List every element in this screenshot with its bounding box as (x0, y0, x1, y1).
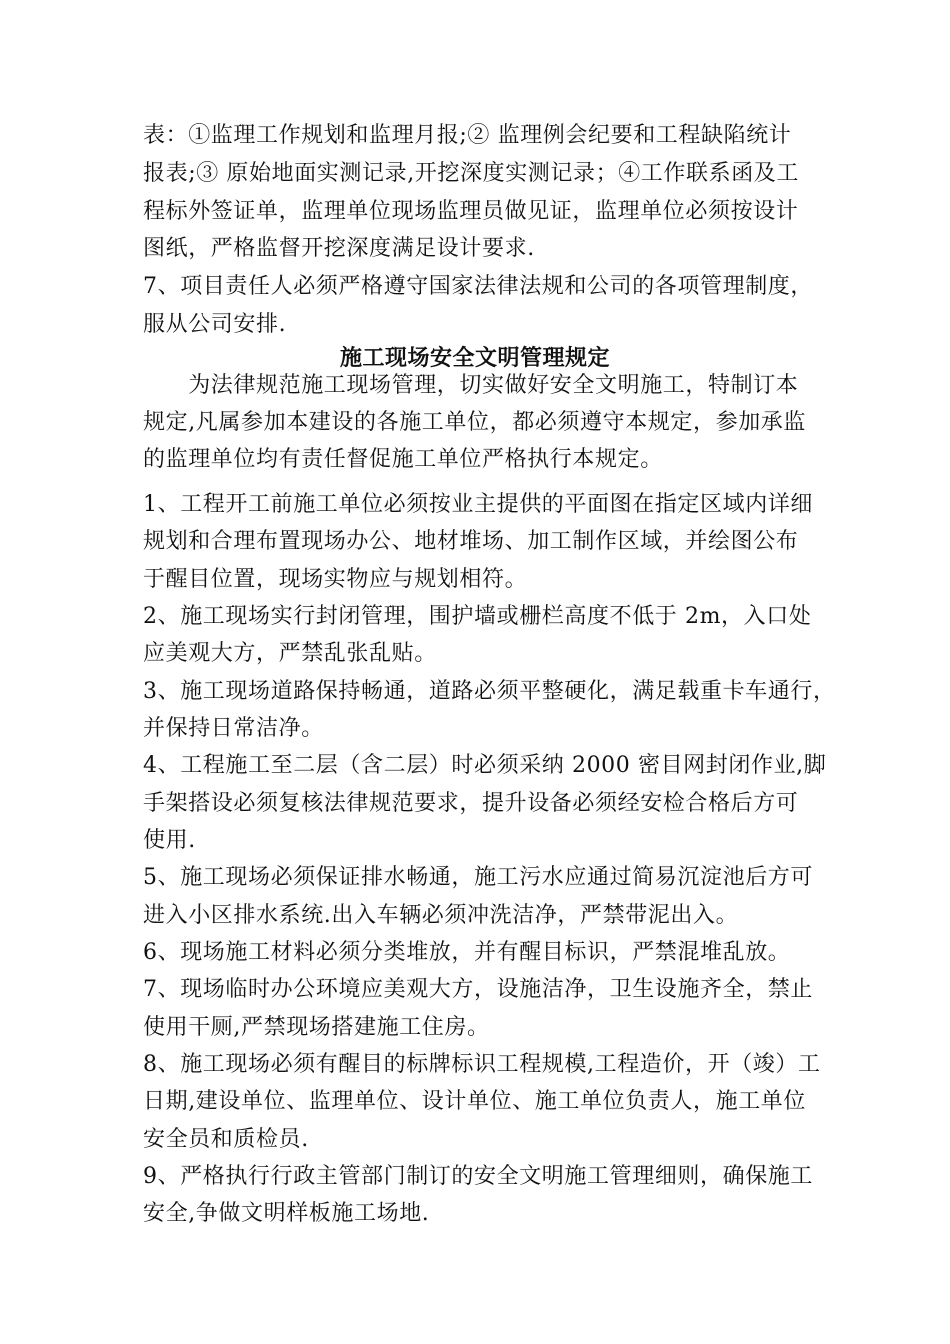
rule-line: 日期,建设单位、监理单位、设计单位、施工单位负责人，施工单位 (143, 1089, 806, 1114)
text-line: 表：①监理工作规划和监理月报;② 监理例会纪要和工程缺陷统计 (143, 123, 792, 148)
rule-line: 6、现场施工材料必须分类堆放，并有醒目标识，严禁混堆乱放。 (143, 940, 791, 965)
text-line: 7、项目责任人必须严格遵守国家法律法规和公司的各项管理制度， (143, 274, 813, 299)
rule-line: 进入小区排水系统.出入车辆必须冲洗洁净，严禁带泥出入。 (143, 903, 739, 928)
section-title: 施工现场安全文明管理规定 (339, 345, 610, 371)
rule-line: 并保持日常洁净。 (143, 716, 324, 741)
rule-line: 规划和合理布置现场办公、地材堆场、加工制作区域，并绘图公布 (143, 529, 799, 554)
intro-line: 规定,凡属参加本建设的各施工单位，都必须遵守本规定，参加承监 (143, 410, 806, 435)
rule-line: 7、现场临时办公环境应美观大方，设施洁净，卫生设施齐全，禁止 (143, 977, 813, 1002)
text-line: 报表;③ 原始地面实测记录,开挖深度实测记录；④工作联系函及工 (143, 161, 800, 186)
text-line: 程标外签证单，监理单位现场监理员做见证，监理单位必须按设计 (143, 199, 799, 224)
rule-line: 9、严格执行行政主管部门制订的安全文明施工管理细则，确保施工 (143, 1164, 813, 1189)
rule-line: 3、施工现场道路保持畅通，道路必须平整硬化，满足载重卡车通行， (143, 679, 836, 704)
rule-line: 使用干厕,严禁现场搭建施工住房。 (143, 1015, 490, 1040)
rule-line: 1、工程开工前施工单位必须按业主提供的平面图在指定区域内详细 (143, 492, 813, 517)
rule-line: 应美观大方，严禁乱张乱贴。 (143, 641, 437, 666)
rule-line: 5、施工现场必须保证排水畅通，施工污水应通过简易沉淀池后方可 (143, 865, 813, 890)
rule-line: 安全,争做文明样板施工场地. (143, 1201, 430, 1226)
rule-line: 4、工程施工至二层（含二层）时必须采纳 2000 密目网封闭作业,脚 (143, 753, 827, 778)
rule-line: 8、施工现场必须有醒目的标牌标识工程规模,工程造价，开（竣）工 (143, 1052, 821, 1077)
text-line: 服从公司安排. (143, 312, 287, 337)
text-line: 图纸，严格监督开挖深度满足设计要求. (143, 236, 535, 261)
rule-line: 手架搭设必须复核法律规范要求，提升设备必须经安检合格后方可 (143, 791, 799, 816)
rule-line: 安全员和质检员. (143, 1127, 309, 1152)
intro-line: 的监理单位均有责任督促施工单位严格执行本规定。 (143, 447, 663, 472)
rule-line: 于醒目位置，现场实物应与规划相符。 (143, 567, 528, 592)
rule-line: 使用. (143, 828, 196, 853)
rule-line: 2、施工现场实行封闭管理，围护墙或栅栏高度不低于 2m，入口处 (143, 604, 812, 629)
intro-line: 为法律规范施工现场管理，切实做好安全文明施工，特制订本 (143, 373, 799, 398)
